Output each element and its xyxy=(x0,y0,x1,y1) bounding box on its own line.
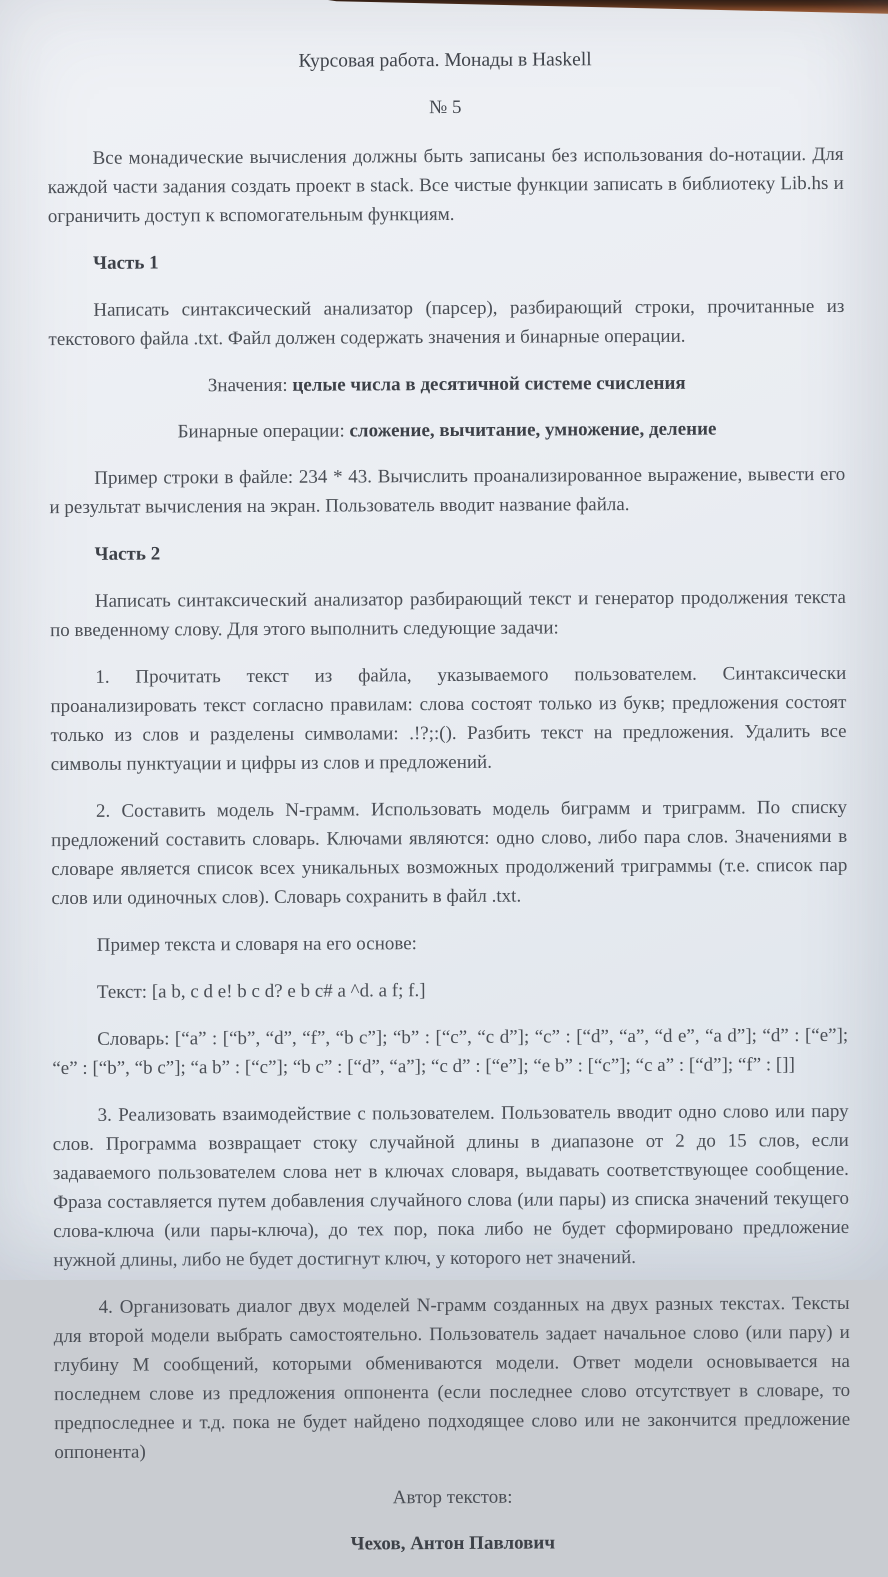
part1-example-paragraph: Пример строки в файле: 234 * 43. Вычислить проанализированное выражение, вывести его и результат вычисления на экран. Пользователь вводит название файла. xyxy=(49,463,846,519)
task3-paragraph: 3. Реализовать взаимодействие с пользователем. Пользователь вводит одно слово или пару слов. Программа возвращает стоку случайной длины в диапазоне от 2 до 15 слов, если задаваемого пользователем слова нет в ключах словаря, выдавать соответствующее сообщение. Фраза составляется путем добавления случайного слова (или пары) из списка значений текущего слова-ключа (или пары-ключа), до тех пор, пока либо не будет сформировано предложение нужной длины, либо не будет достигнут ключ, у которого нет значений. xyxy=(52,1100,850,1272)
values-bold-text: целые числа в десятичной системе счисления xyxy=(292,372,686,396)
values-label: Значения: xyxy=(207,374,293,397)
part2-heading: Часть 2 xyxy=(94,543,161,565)
task4-paragraph: 4. Организовать диалог двух моделей N-грамм созданных на двух разных текстах. Тексты для второй модели выбрать самостоятельно. Пользователь задает начальное слово (или пару) и глубину M сообщений, которыми обмениваются модели. Ответ модели основывается на последнем слове из предложения оппонента (если последнее слово отсутствует в словаре, то предпоследнее и т.д. пока не будет найдено подходящее слово или не закончится предложение оппонента) xyxy=(53,1292,851,1464)
task1-paragraph: 1. Прочитать текст из файла, указываемого пользователем. Синтаксически проанализировать текст согласно правилам: слова состоят только из букв; предложения состоят только из слов и разделены символами: .!?;:(). Разбить текст на предложения. Удалить все символы пунктуации и цифры из слов и предложений. xyxy=(50,662,847,776)
part1-heading: Часть 1 xyxy=(93,252,159,274)
table-wood-edge xyxy=(328,0,888,15)
document-page xyxy=(47,44,851,1577)
example-dictionary-line: Словарь: [“a” : [“b”, “d”, “f”, “b c”]; “b” : [“c”, “c d”]; “c” : [“d”, “a”, “d e”, “a d”]; “d” : [“e”]; “e” : [“b”, “b c”]; “a b” : [“c”]; “b c” : [“d”, “a”]; “c d” : [“e”]; “e b” : [“c”]; “c a” : [“d”]; “f” : []] xyxy=(52,1024,849,1080)
example-intro-line: Пример текста и словаря на его основе: xyxy=(96,933,417,956)
task2-paragraph: 2. Составить модель N-грамм. Использовать модель биграмм и триграмм. По списку предложений составить словарь. Ключами являются: одно слово, либо пара слов. Значениями в словаре является список всех уникальных возможных продолжений триграммы (т.е. список пар слов или одиночных слов). Словарь сохранить в файл .txt. xyxy=(51,796,848,910)
author-label: Автор текстов: xyxy=(392,1486,513,1509)
example-text-line: Текст: [a b, c d e! b c d? e b c# a ^d. a f; f.] xyxy=(96,980,426,1003)
operations-bold-text: сложение, вычитание, умножение, деление xyxy=(349,418,717,442)
page-title: Курсовая работа. Монады в Haskell xyxy=(298,49,592,72)
part1-paragraph: Написать синтаксический анализатор (парсер), разбирающий строки, прочитанные из текстового файла .txt. Файл должен содержать значения и бинарные операции. xyxy=(48,295,845,351)
operations-label: Бинарные операции: xyxy=(177,420,350,443)
values-line xyxy=(49,368,845,401)
intro-paragraph: Все монадические вычисления должны быть записаны без использования do-нотации. Для каждой части задания создать проект в stack. Все чистые функции записать в библиотеку Lib.hs и ограничить доступ к вспомогательным функциям. xyxy=(47,143,844,228)
operations-line xyxy=(49,414,845,447)
author-name: Чехов, Антон Павлович xyxy=(350,1532,556,1555)
part2-intro-paragraph: Написать синтаксический анализатор разбирающий текст и генератор продолжения текста по введенному слову. Для этого выполнить следующие задачи: xyxy=(50,586,846,642)
assignment-number: № 5 xyxy=(429,96,462,119)
